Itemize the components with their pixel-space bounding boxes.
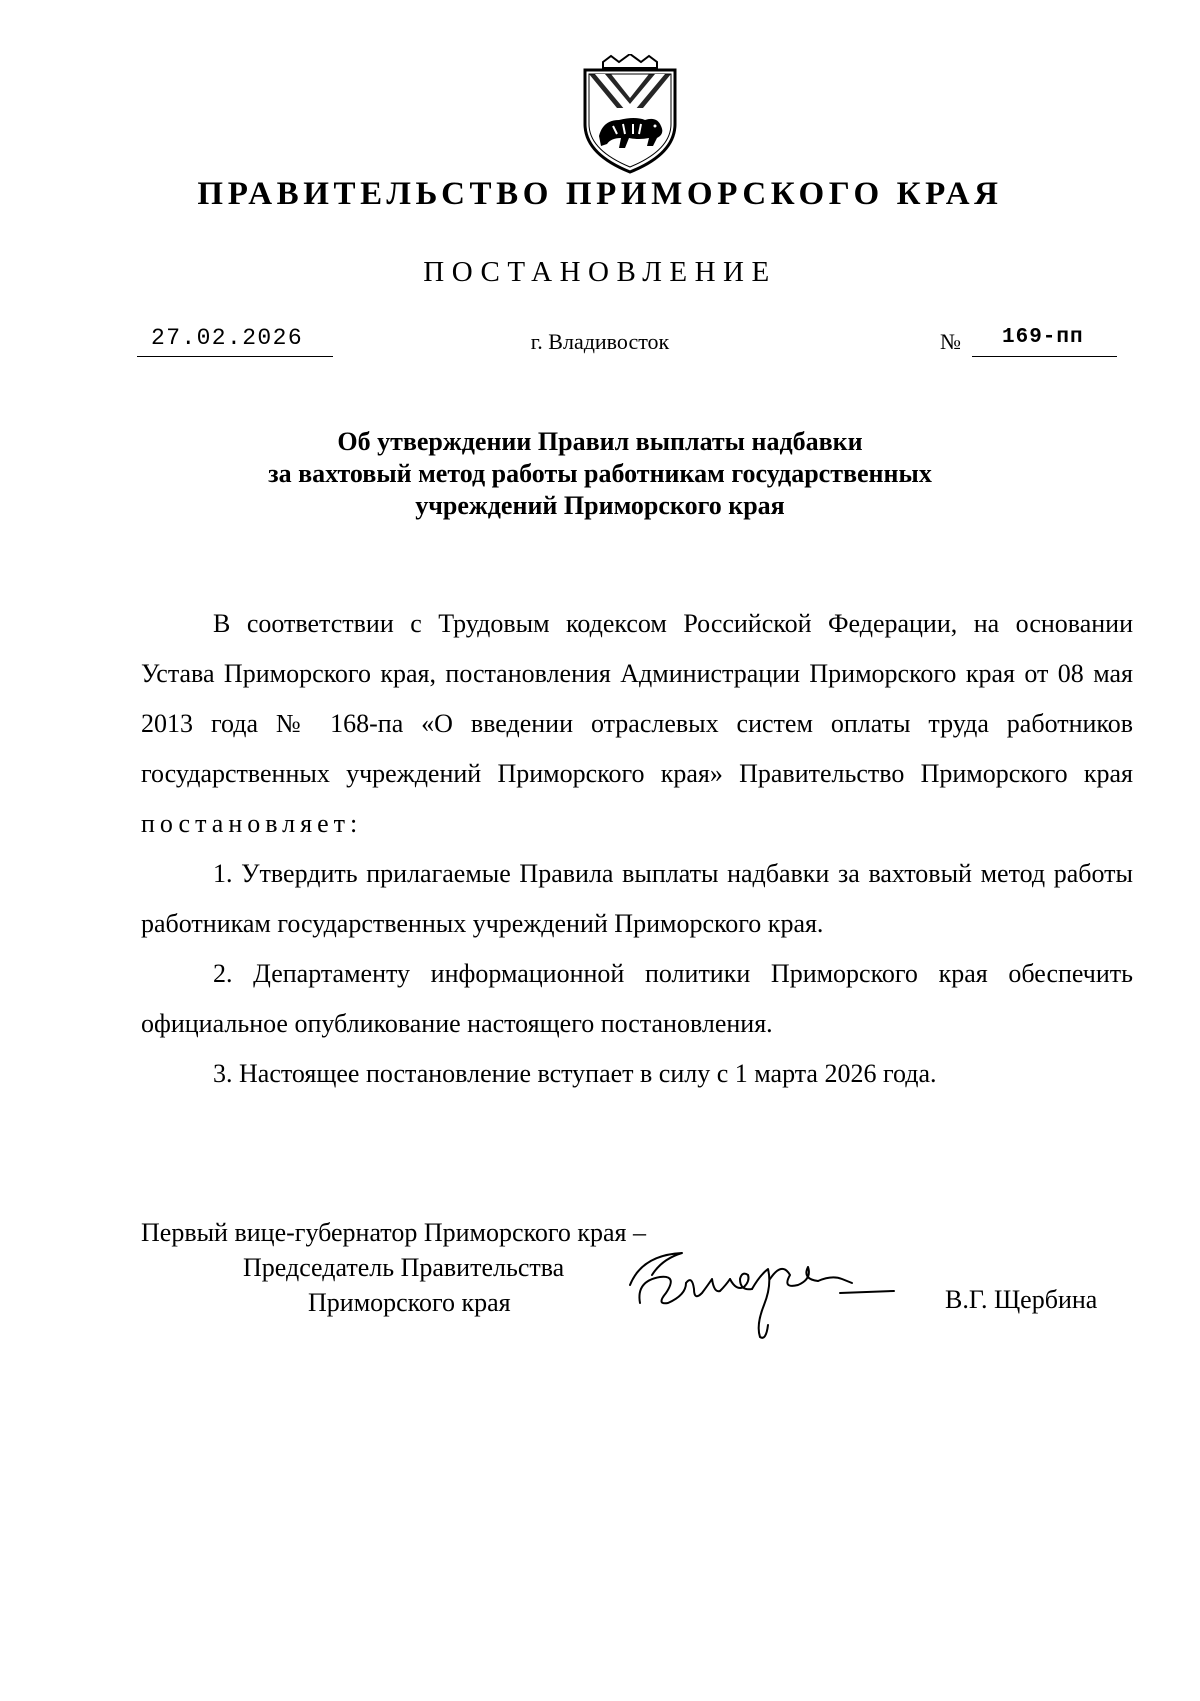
document-date: 27.02.2026 — [151, 325, 304, 351]
signer-name: В.Г. Щербина — [945, 1285, 1098, 1314]
signer-position-line: Первый вице-губернатор Приморского края – — [141, 1218, 646, 1247]
document-subject — [0, 426, 1200, 522]
document-number: 169-пп — [1002, 326, 1084, 349]
document-body — [141, 599, 1133, 1099]
subject-line: за вахтовый метод работы работникам государственных — [268, 459, 932, 488]
decree-item: 2. Департаменту информационной политики Приморского края обеспечить официальное опубликование настоящего постановления. — [141, 959, 1133, 1038]
document-city: г. Владивосток — [530, 329, 670, 354]
subject-line: Об утверждении Правил выплаты надбавки — [337, 427, 863, 456]
coat-of-arms-icon — [573, 54, 687, 174]
document-number-field — [972, 324, 1117, 357]
signer-position-line: Приморского края — [308, 1288, 511, 1317]
preamble-text: В соответствии с Трудовым кодексом Российской Федерации, на основании Устава Приморского края, постановления Администрации Приморского края от 08 мая 2013 года № 168-па «О введении отраслевых систем оплаты труда работников государственных учреждений Приморского края» Правительство Приморского края — [141, 609, 1133, 788]
handwritten-signature — [622, 1245, 912, 1345]
decree-item: 1. Утвердить прилагаемые Правила выплаты надбавки за вахтовый метод работы работникам государственных учреждений Приморского края. — [141, 859, 1133, 938]
number-sign: № — [940, 329, 961, 354]
document-type: ПОСТАНОВЛЕНИЕ — [423, 256, 777, 288]
organization-title: ПРАВИТЕЛЬСТВО ПРИМОРСКОГО КРАЯ — [197, 176, 1003, 212]
subject-line: учреждений Приморского края — [415, 491, 785, 520]
decree-word: постановляет: — [141, 809, 363, 838]
signer-position-line: Председатель Правительства — [243, 1253, 565, 1282]
decree-item: 3. Настоящее постановление вступает в силу с 1 марта 2026 года. — [213, 1059, 937, 1088]
preamble-paragraph — [141, 599, 1133, 849]
